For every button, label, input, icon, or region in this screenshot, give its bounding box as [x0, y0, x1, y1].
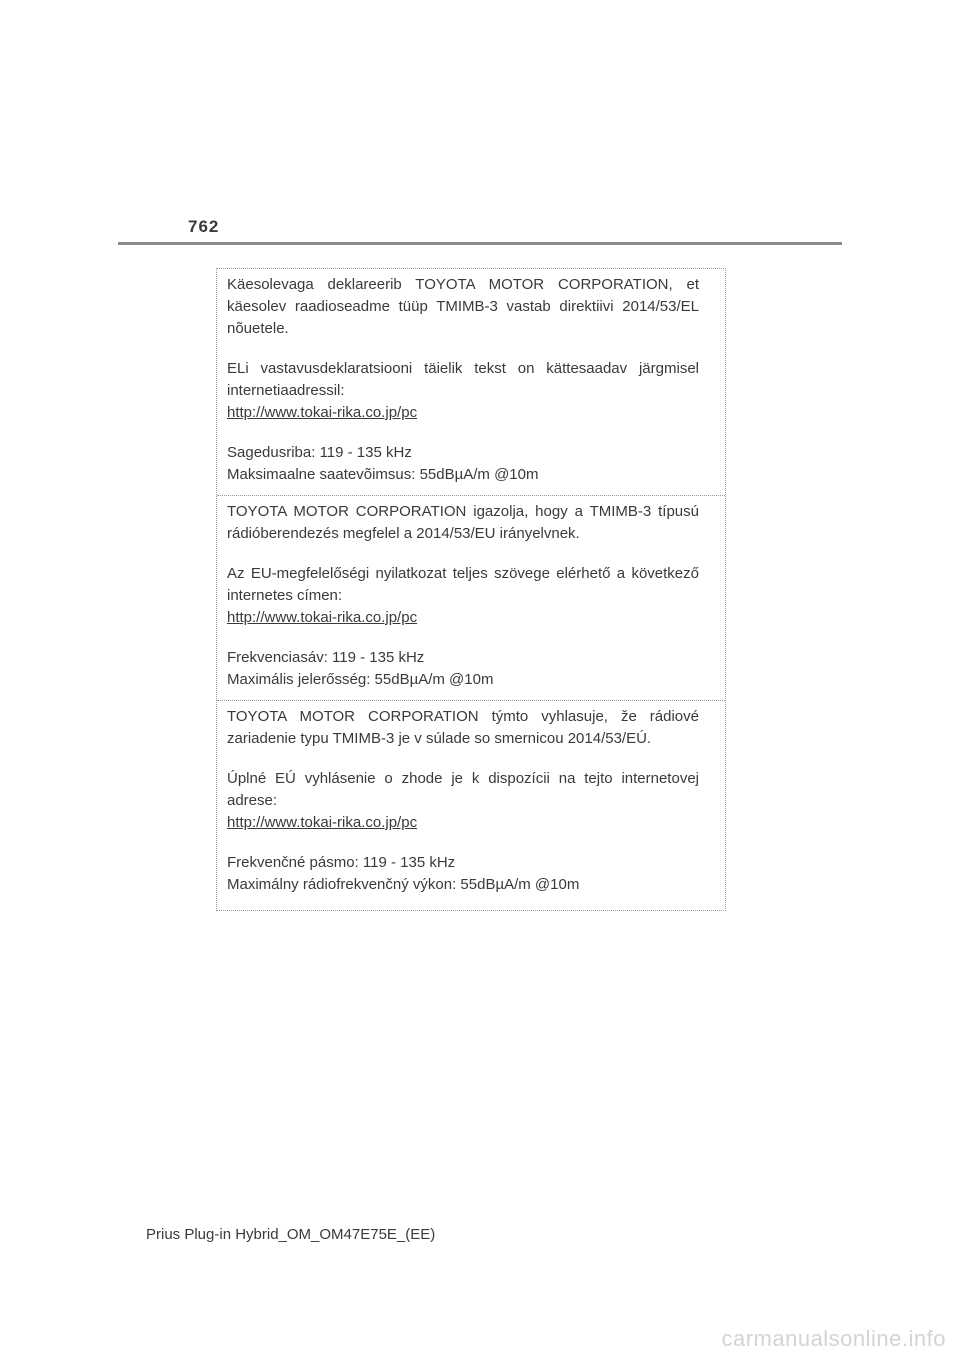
frequency-band: Frekvenčné pásmo: 119 - 135 kHz	[227, 854, 456, 871]
max-power: Maksimaalne saatevõimsus: 55dBµA/m @10m	[227, 466, 539, 483]
watermark: carmanualsonline.info	[721, 1326, 946, 1351]
section-slovak	[217, 701, 725, 910]
footer-document-id: Prius Plug-in Hybrid_OM_OM47E75E_(EE)	[146, 1226, 436, 1243]
header-divider	[118, 242, 842, 245]
declaration-link[interactable]: http://www.tokai-rika.co.jp/pc	[227, 814, 418, 831]
declaration-text: TOYOTA MOTOR CORPORATION igazolja, hogy a TMIMB-3 típusú rádióberendezés megfelel a 2014/53/EU irányelvnek.	[227, 503, 699, 542]
frequency-band: Frekvenciasáv: 119 - 135 kHz	[227, 649, 425, 666]
section-estonian	[217, 269, 725, 496]
max-power: Maximálny rádiofrekvenčný výkon: 55dBµA/m @10m	[227, 876, 580, 893]
declaration-url-intro: Az EU-megfelelőségi nyilatkozat teljes szövege elérhető a következő internetes címen:	[227, 565, 699, 604]
section-hungarian	[217, 496, 725, 701]
page-number: 762	[188, 217, 220, 236]
declaration-url-intro: Úplné EÚ vyhlásenie o zhode je k dispozícii na tejto internetovej adrese:	[227, 770, 699, 809]
max-power: Maximális jelerősség: 55dBµA/m @10m	[227, 671, 494, 688]
frequency-band: Sagedusriba: 119 - 135 kHz	[227, 444, 412, 461]
declaration-text: Käesolevaga deklareerib TOYOTA MOTOR CORPORATION, et käesolev raadioseadme tüüp TMIMB-3 vastab direktiivi 2014/53/EL nõuetele.	[227, 276, 699, 337]
declaration-url-intro: ELi vastavusdeklaratsiooni täielik tekst on kättesaadav järgmisel internetiaadressil:	[227, 360, 699, 399]
declaration-box	[216, 268, 726, 911]
declaration-link[interactable]: http://www.tokai-rika.co.jp/pc	[227, 404, 418, 421]
declaration-text: TOYOTA MOTOR CORPORATION týmto vyhlasuje, že rádiové zariadenie typu TMIMB-3 je v súlade so smernicou 2014/53/EÚ.	[227, 708, 699, 747]
declaration-link[interactable]: http://www.tokai-rika.co.jp/pc	[227, 609, 418, 626]
